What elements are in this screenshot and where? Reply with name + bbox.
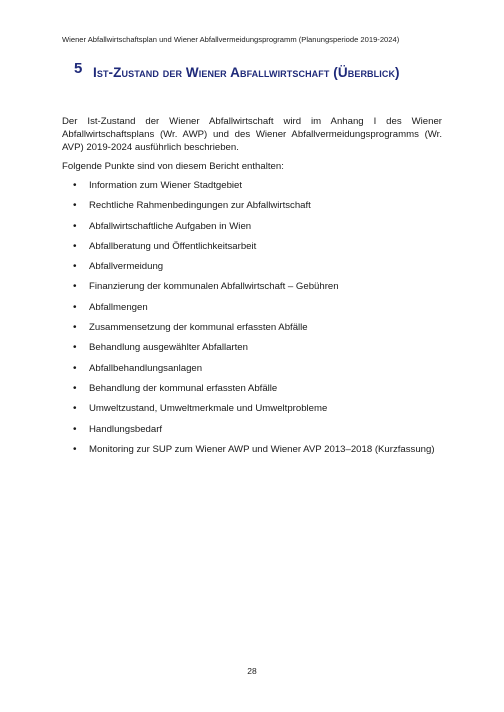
bullet-icon: • — [73, 322, 77, 334]
list-item — [62, 179, 462, 199]
bullet-icon: • — [73, 301, 77, 313]
list-item — [62, 199, 462, 219]
bullet-icon: • — [73, 180, 77, 191]
bullet-icon: • — [73, 443, 77, 455]
list-item-text: Rechtliche Rahmenbedingungen zur Abfallwirtschaft — [89, 200, 311, 212]
list-item-text: Finanzierung der kommunalen Abfallwirtschaft – Gebühren — [89, 281, 339, 293]
bullet-icon: • — [73, 403, 77, 415]
list-item — [62, 443, 462, 463]
list-item-text: Abfallwirtschaftliche Aufgaben in Wien — [89, 220, 252, 232]
list-item — [62, 382, 462, 402]
chapter-title: Ist-Zustand der Wiener Abfallwirtschaft (Überblick) — [93, 65, 400, 80]
list-item — [62, 362, 462, 382]
bullet-icon: • — [73, 200, 77, 212]
running-header: Wiener Abfallwirtschaftsplan und Wiener Abfallvermeidungsprogramm (Planungsperiode 2019-2024) — [62, 35, 400, 44]
list-item-text: Zusammensetzung der kommunal erfassten Abfälle — [89, 322, 308, 334]
bullet-icon: • — [73, 261, 77, 273]
page-number: 28 — [247, 666, 257, 676]
list-item-text: Behandlung ausgewählter Abfallarten — [89, 342, 248, 354]
list-item — [62, 341, 462, 361]
list-item — [62, 402, 462, 422]
bullet-icon: • — [73, 362, 77, 374]
list-item-text: Abfallberatung und Öffentlichkeitsarbeit — [89, 240, 257, 252]
intro-paragraph: Der Ist-Zustand der Wiener Abfallwirtschaft wird im Anhang I des Wiener Abfallwirtschaftsplans (Wr. AWP) und des Wiener Abfallvermeidungsprogramms (Wr. AVP) 2019-2024 ausführlich beschrieben. — [62, 116, 442, 154]
list-item-text: Abfallmengen — [89, 301, 148, 313]
bullet-icon: • — [73, 220, 77, 232]
list-lead-paragraph: Folgende Punkte sind von diesem Bericht enthalten: — [62, 161, 284, 172]
bullet-icon: • — [73, 240, 77, 252]
list-item — [62, 220, 462, 240]
bullet-icon: • — [73, 342, 77, 354]
list-item-text: Abfallvermeidung — [89, 261, 164, 273]
bullet-icon: • — [73, 423, 77, 435]
list-item — [62, 280, 462, 300]
bullet-icon: • — [73, 281, 77, 293]
list-item-text: Handlungsbedarf — [89, 423, 163, 435]
list-item — [62, 321, 462, 341]
bullet-icon: • — [73, 382, 77, 394]
list-item-text: Behandlung der kommunal erfassten Abfälle — [89, 382, 278, 394]
list-item — [62, 260, 462, 280]
list-item-text: Information zum Wiener Stadtgebiet — [89, 180, 243, 191]
list-item-text: Abfallbehandlungsanlagen — [89, 362, 203, 374]
contents-bullet-list — [62, 179, 462, 463]
list-item — [62, 301, 462, 321]
list-item — [62, 423, 462, 443]
chapter-number: 5 — [74, 60, 83, 77]
list-item-text: Umweltzustand, Umweltmerkmale und Umweltprobleme — [89, 403, 328, 415]
list-item-text: Monitoring zur SUP zum Wiener AWP und Wiener AVP 2013–2018 (Kurzfassung) — [89, 443, 435, 455]
list-item — [62, 240, 462, 260]
